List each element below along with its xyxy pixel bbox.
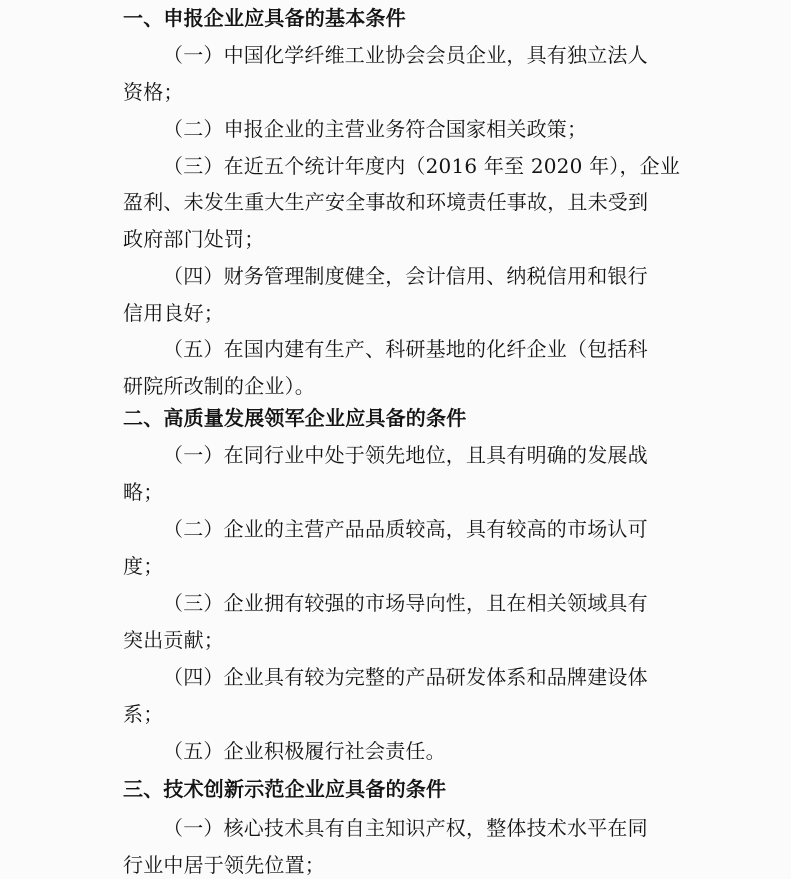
- section-2-item-5-line-1: （五）企业积极履行社会责任。: [163, 739, 446, 763]
- section-1-item-3-line-1: （三）在近五个统计年度内（2016 年至 2020 年），企业: [163, 154, 681, 178]
- section-1-item-3-line-3: 政府部门处罚；: [123, 227, 265, 251]
- section-1-item-5-line-1: （五）在国内建有生产、科研基地的化纤企业（包括科: [163, 337, 648, 361]
- section-3-item-1-line-1: （一）核心技术具有自主知识产权，整体技术水平在同: [163, 816, 648, 840]
- section-2-item-2-line-2: 度；: [123, 554, 164, 578]
- section-1-item-3-line-2: 盈利、未发生重大生产安全事故和环境责任事故，且未受到: [123, 190, 649, 214]
- section-1-item-4-line-2: 信用良好；: [123, 301, 224, 325]
- section-2-heading: 二、高质量发展领军企业应具备的条件: [123, 406, 467, 430]
- section-2-item-4-line-1: （四）企业具有较为完整的产品研发体系和品牌建设体: [163, 665, 648, 689]
- section-2-item-4-line-2: 系；: [123, 702, 164, 726]
- section-1-item-1-line-2: 资格；: [123, 80, 184, 104]
- section-1-item-1-line-1: （一）中国化学纤维工业协会会员企业，具有独立法人: [163, 43, 648, 67]
- section-1-item-5-line-2: 研院所改制的企业）。: [123, 374, 315, 398]
- section-2-item-1-line-1: （一）在同行业中处于领先地位，且具有明确的发展战: [163, 443, 648, 467]
- section-2-item-2-line-1: （二）企业的主营产品品质较高，具有较高的市场认可: [163, 517, 648, 541]
- section-3-heading: 三、技术创新示范企业应具备的条件: [123, 777, 447, 801]
- section-2-item-3-line-2: 突出贡献；: [123, 628, 224, 652]
- section-2-item-1-line-2: 略；: [123, 480, 164, 504]
- section-1-item-4-line-1: （四）财务管理制度健全，会计信用、纳税信用和银行: [163, 264, 648, 288]
- section-3-item-1-line-2: 行业中居于领先位置；: [123, 853, 325, 877]
- section-1-heading: 一、申报企业应具备的基本条件: [123, 6, 406, 30]
- section-1-item-2-line-1: （二）申报企业的主营业务符合国家相关政策；: [163, 117, 588, 141]
- section-2-item-3-line-1: （三）企业拥有较强的市场导向性，且在相关领域具有: [163, 591, 648, 615]
